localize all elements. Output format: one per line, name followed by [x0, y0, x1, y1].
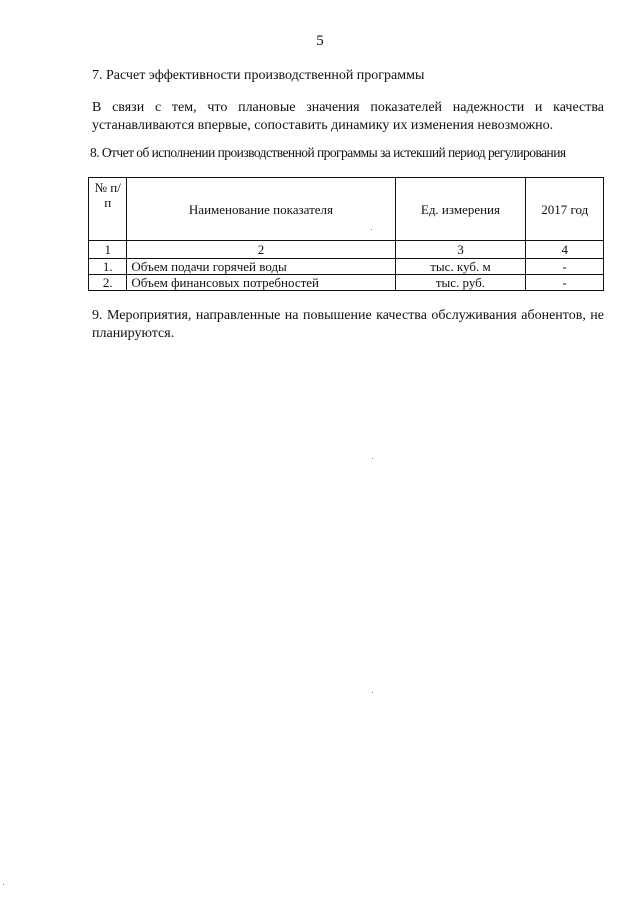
- row-number: 2.: [89, 275, 127, 291]
- column-number: 2: [127, 241, 395, 259]
- unit: тыс. куб. м: [395, 259, 526, 275]
- table-column-numbers-row: [89, 241, 604, 259]
- scan-speck: [371, 229, 372, 230]
- column-number: 1: [89, 241, 127, 259]
- page-number: 5: [316, 33, 324, 49]
- scan-speck: [3, 884, 4, 885]
- value-2017: -: [526, 259, 604, 275]
- table-row: [89, 275, 604, 291]
- report-table: [88, 177, 604, 291]
- column-number: 4: [526, 241, 604, 259]
- section-7-text: В связи с тем, что плановые значения показателей надежности и качества устанавливаются впервые, сопоставить динамику их изменения невозможно.: [92, 100, 604, 133]
- scan-speck: [372, 458, 373, 459]
- value-2017: -: [526, 275, 604, 291]
- header-cell-number: № п/п: [89, 178, 127, 241]
- unit: тыс. руб.: [395, 275, 526, 291]
- header-cell-name: Наименование показателя: [127, 178, 395, 241]
- header-cell-year: 2017 год: [526, 178, 604, 241]
- table-row: [89, 259, 604, 275]
- scan-speck: [372, 692, 373, 693]
- header-cell-unit: Ед. измерения: [395, 178, 526, 241]
- indicator-name: Объем финансовых потребностей: [127, 275, 395, 291]
- table-header-row: [89, 178, 604, 241]
- row-number: 1.: [89, 259, 127, 275]
- section-9-text: 9. Мероприятия, направленные на повышение качества обслуживания абонентов, не планируются.: [92, 308, 604, 341]
- column-number: 3: [395, 241, 526, 259]
- indicator-name: Объем подачи горячей воды: [127, 259, 395, 275]
- section-8-heading: 8. Отчет об исполнении производственной программы за истекший период регулирования: [90, 145, 566, 160]
- section-7-heading: 7. Расчет эффективности производственной программы: [92, 68, 425, 83]
